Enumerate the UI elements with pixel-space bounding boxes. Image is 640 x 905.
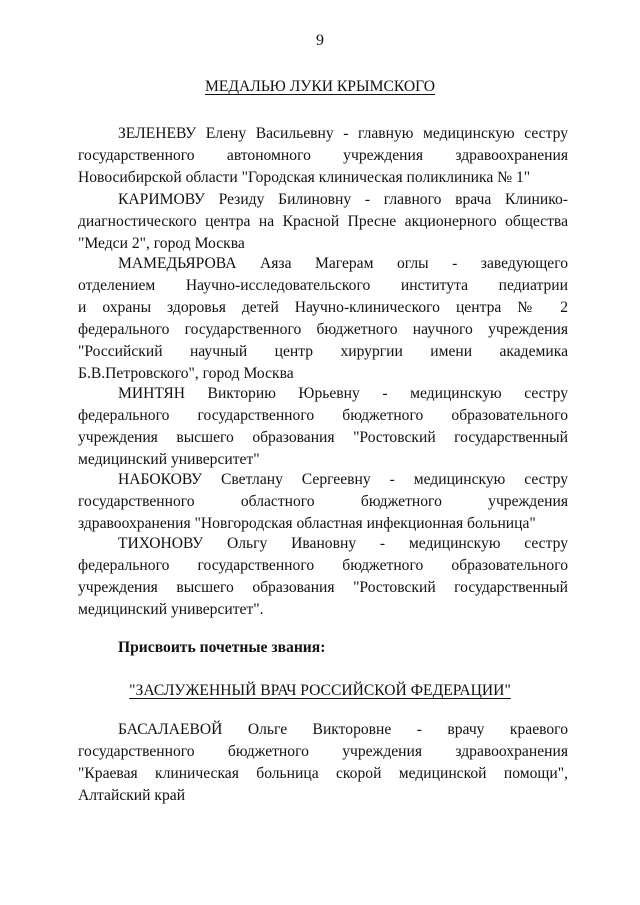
paragraph-line: БАСАЛАЕВОЙ Ольге Викторовне - врачу краевого	[118, 721, 568, 738]
paragraph-line: государственного областного бюджетного учреждения	[78, 493, 568, 510]
paragraph-line: Б.В.Петровского", город Москва	[78, 365, 294, 382]
paragraph-line: медицинский университет"	[78, 451, 260, 468]
paragraph-line: "Российский научный центр хирургии имени академика	[78, 343, 568, 360]
page-number: 9	[316, 32, 324, 49]
paragraph-line: диагностического центра на Красной Пресне акционерного общества	[78, 213, 568, 230]
section-title: Присвоить почетные звания:	[118, 639, 326, 656]
paragraph-line: ЗЕЛЕНЕВУ Елену Васильевну - главную медицинскую сестру	[118, 125, 568, 142]
paragraph-line: КАРИМОВУ Резиду Билиновну - главного врача Клинико-	[118, 191, 568, 208]
paragraph-line: учреждения высшего образования "Ростовский государственный	[78, 579, 568, 596]
heading-medal: МЕДАЛЬЮ ЛУКИ КРЫМСКОГО	[204, 78, 436, 95]
paragraph-line: НАБОКОВУ Светлану Сергеевну - медицинскую сестру	[118, 471, 568, 488]
paragraph-line: "Краевая клиническая больница скорой медицинской помощи",	[78, 765, 568, 782]
paragraph-line: федерального государственного бюджетного научного учреждения	[78, 321, 568, 338]
paragraph-line: Алтайский край	[78, 787, 186, 804]
paragraph-line: здравоохранения "Новгородская областная инфекционная больница"	[78, 515, 536, 532]
paragraph-line: и охраны здоровья детей Научно-клинического центра № 2	[78, 299, 568, 316]
paragraph-line: отделением Научно-исследовательского института педиатрии	[78, 277, 568, 294]
paragraph-line: "Медси 2", город Москва	[78, 235, 245, 252]
paragraph-line: медицинский университет".	[78, 601, 264, 618]
paragraph-line: МАМЕДЬЯРОВА Аяза Магерам оглы - заведующего	[118, 255, 568, 272]
paragraph-line: федерального государственного бюджетного образовательного	[78, 407, 568, 424]
paragraph-line: федерального государственного бюджетного образовательного	[78, 557, 568, 574]
paragraph-line: государственного автономного учреждения здравоохранения	[78, 147, 568, 164]
paragraph-line: МИНТЯН Викторию Юрьевну - медицинскую сестру	[118, 385, 568, 402]
paragraph-line: учреждения высшего образования "Ростовский государственный	[78, 429, 568, 446]
paragraph-line: Новосибирской области "Городская клиническая поликлиника № 1"	[78, 169, 531, 186]
heading-title: "ЗАСЛУЖЕННЫЙ ВРАЧ РОССИЙСКОЙ ФЕДЕРАЦИИ"	[129, 682, 511, 699]
paragraph-line: ТИХОНОВУ Ольгу Ивановну - медицинскую сестру	[118, 535, 568, 552]
paragraph-line: государственного бюджетного учреждения здравоохранения	[78, 743, 568, 760]
